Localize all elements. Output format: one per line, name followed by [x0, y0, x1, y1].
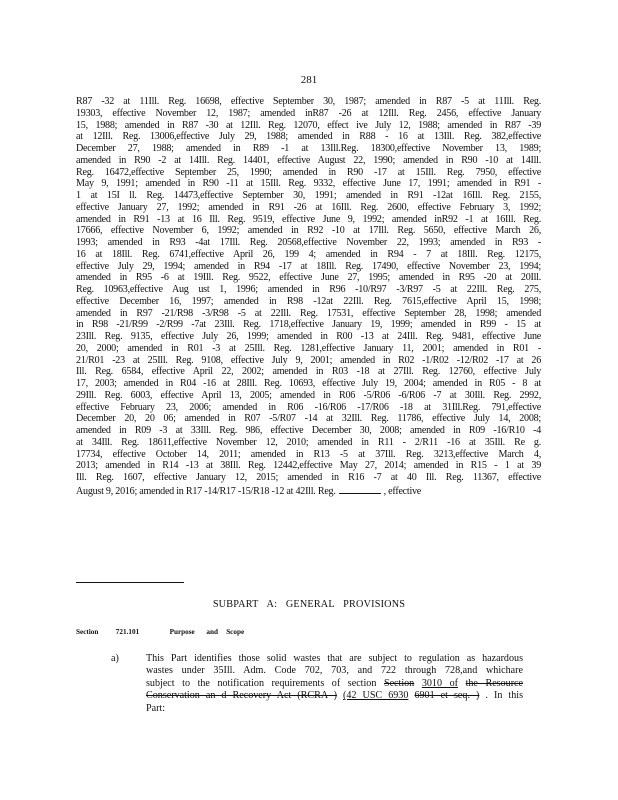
section-title-word: and [206, 628, 218, 636]
history-line: R87 -32 at 11Ill. Reg. 16698, effective September 30, 1987; amended in R87 -5 at 11Ill. Reg. [76, 96, 541, 107]
history-line: amended in R90 -2 at 14Ill. Reg. 14401, effective August 22, 1990; amended in R90 -10 at 14Ill. [76, 154, 541, 166]
paragraph-text: . In this [485, 690, 524, 702]
paragraph-text: subject to the notification requirements of section [146, 677, 377, 689]
struck-text: Section [383, 677, 415, 689]
history-line: December 27, 1988; amended in R89 -1 at 13Ill.Reg. 18300,effective November 13, 1989; [76, 143, 541, 154]
struck-text: Conservation an d Recovery Act (RCRA ) [146, 690, 337, 702]
history-line: at 12Ill. Reg. 13006,effective July 29, 1988; amended in R88 - 16 at 13Ill. Reg. 382,effective [76, 131, 541, 143]
history-text: , effective [383, 485, 422, 497]
history-line: amended in R97 -21/R98 -3/R98 -5 at 22Ill. Reg. 17531, effective September 28, 1998; amended [76, 307, 541, 319]
paragraph-line: wastes under 35Ill. Adm. Code 702, 703, and 722 through 728,and whichare [146, 665, 523, 677]
source-history-note [76, 96, 541, 498]
history-line: Ill. Reg. 6584, effective April 22, 2002; amended in R03 -18 at 27Ill. Reg. 12760, effective July [76, 366, 541, 378]
history-line: May 9, 1991; amended in R90 -11 at 15Ill. Reg. 9332, effective June 17, 1991; amended in R91 - [76, 178, 541, 190]
paragraph-label: a) [111, 653, 119, 664]
blank-fill-line [339, 484, 381, 494]
history-line: 2013; amended in R14 -13 at 38Ill. Reg. 12442,effective May 27, 2014; amended in R15 - 1 at 39 [76, 460, 541, 472]
section-title-word: Scope [226, 628, 245, 636]
history-line: effective January 27, 1992; amended in R91 -26 at 16Ill. Reg. 2600, effective February 3, 1992; [76, 201, 541, 213]
history-line: 17666, effective November 6, 1992; amended in R92 -10 at 17Ill. Reg. 5650, effective March 26, [76, 225, 541, 237]
history-line: 19303, effective November 12, 1987; amended inR87 -26 at 12Ill. Reg. 2456, effective January [76, 107, 541, 119]
section-label: Section [76, 628, 99, 636]
paragraph-line [146, 678, 523, 690]
section-title-word: Purpose [169, 628, 195, 636]
history-line: Ill. Reg. 1607, effective January 12, 2015; amended in R16 -7 at 40 Ill. Reg. 11367, effective [76, 472, 541, 483]
history-line: effective February 23, 2006; amended in R06 -16/R06 -17/R06 -18 at 31Ill.Reg. 791,effective [76, 401, 541, 413]
footnote-rule [76, 582, 184, 583]
history-line: 1993; amended in R93 -4at 17Ill. Reg. 20568,effective November 22, 1993; amended in R93 - [76, 237, 541, 248]
inserted-text: (42 USC 6930 [343, 690, 409, 702]
history-line: amended in R95 -6 at 19Ill. Reg. 9522, effective June 27, 1995; amended in R95 -20 at 20Ill. [76, 272, 541, 284]
history-line: Reg. 10963,effective Aug ust 1, 1996; amended in R96 -10/R97 -3/R97 -5 at 22Ill. Reg. 275, [76, 284, 541, 295]
history-line: 15, 1988; amended in R87 -30 at 12Ill. Reg. 12070, effect ive July 12, 1988; amended in R87 -39 [76, 119, 541, 131]
paragraph-line [146, 690, 523, 702]
struck-text: the Resource [465, 677, 524, 689]
page-number: 281 [300, 74, 318, 86]
history-line [76, 484, 541, 498]
history-line: 1 at 15I ll. Reg. 14473,effective September 30, 1991; amended in R91 -12at 16Ill. Reg. 2155, [76, 190, 541, 201]
inserted-text: 3010 of [421, 677, 458, 689]
struck-text: 6901 et seq. ) [414, 690, 480, 702]
history-line: 16 at 18Ill. Reg. 6741,effective April 26, 199 4; amended in R94 - 7 at 18Ill. Reg. 12175, [76, 248, 541, 260]
history-line: 17, 2003; amended in R04 -16 at 28Ill. Reg. 10693, effective July 19, 2004; amended in R05 - 8 at [76, 378, 541, 389]
history-line: amended in R09 -3 at 33Ill. Reg. 986, effective December 30, 2008; amended in R09 -16/R10 -4 [76, 425, 541, 436]
paragraph-a-text [146, 653, 523, 715]
history-line: 20, 2000; amended in R01 -3 at 25Ill. Reg. 1281,effective January 11, 2001; amended in R01 - [76, 342, 541, 354]
history-line: 23Ill. Reg. 9135, effective July 26, 1999; amended in R00 -13 at 24Ill. Reg. 9481, effective June [76, 331, 541, 342]
paragraph-line: This Part identifies those solid wastes that are subject to regulation as hazardous [146, 653, 523, 664]
section-heading [76, 628, 244, 636]
history-line: at 34Ill. Reg. 18611,effective November 12, 2010; amended in R11 - 2/R11 -16 at 35Ill. Re g. [76, 436, 541, 448]
history-text: August 9, 2016; amended in R17 -14/R17 -15/R18 -12 at 42Ill. Reg. [76, 485, 336, 497]
history-line: Reg. 16472,effective September 25, 1990; amended in R90 -17 at 15Ill. Reg. 7950, effective [76, 166, 541, 178]
history-line: effective July 29, 1994; amended in R94 -17 at 18Ill. Reg. 17490, effective November 23, 1994; [76, 260, 541, 272]
history-line: 29Ill. Reg. 6003, effective April 13, 2005; amended in R06 -5/R06 -6/R06 -7 at 30Ill. Reg. 2992, [76, 389, 541, 401]
history-line: effective December 16, 1997; amended in R98 -12at 22Ill. Reg. 7615,effective April 15, 1998; [76, 295, 541, 307]
history-line: December 20, 20 06; amended in R07 -5/R07 -14 at 32Ill. Reg. 11786, effective July 14, 2008; [76, 413, 541, 425]
section-number: 721.101 [115, 628, 140, 636]
history-line: in R98 -21/R99 -2/R99 -7at 23Ill. Reg. 1718,effective January 19, 1999; amended in R99 - 15 at [76, 319, 541, 331]
history-line: amended in R91 -13 at 16 Ill. Reg. 9519, effective June 9, 1992; amended inR92 -1 at 16Ill. Reg. [76, 213, 541, 225]
subpart-heading: SUBPART A: GENERAL PROVISIONS [212, 599, 406, 610]
history-line: 21/R01 -23 at 25Ill. Reg. 9108, effective July 9, 2001; amended in R02 -1/R02 -12/R02 -17 at 26 [76, 354, 541, 366]
paragraph-line: Part: [146, 702, 166, 714]
history-line: 17734, effective October 14, 2011; amended in R13 -5 at 37Ill. Reg. 3213,effective March 4, [76, 448, 541, 460]
